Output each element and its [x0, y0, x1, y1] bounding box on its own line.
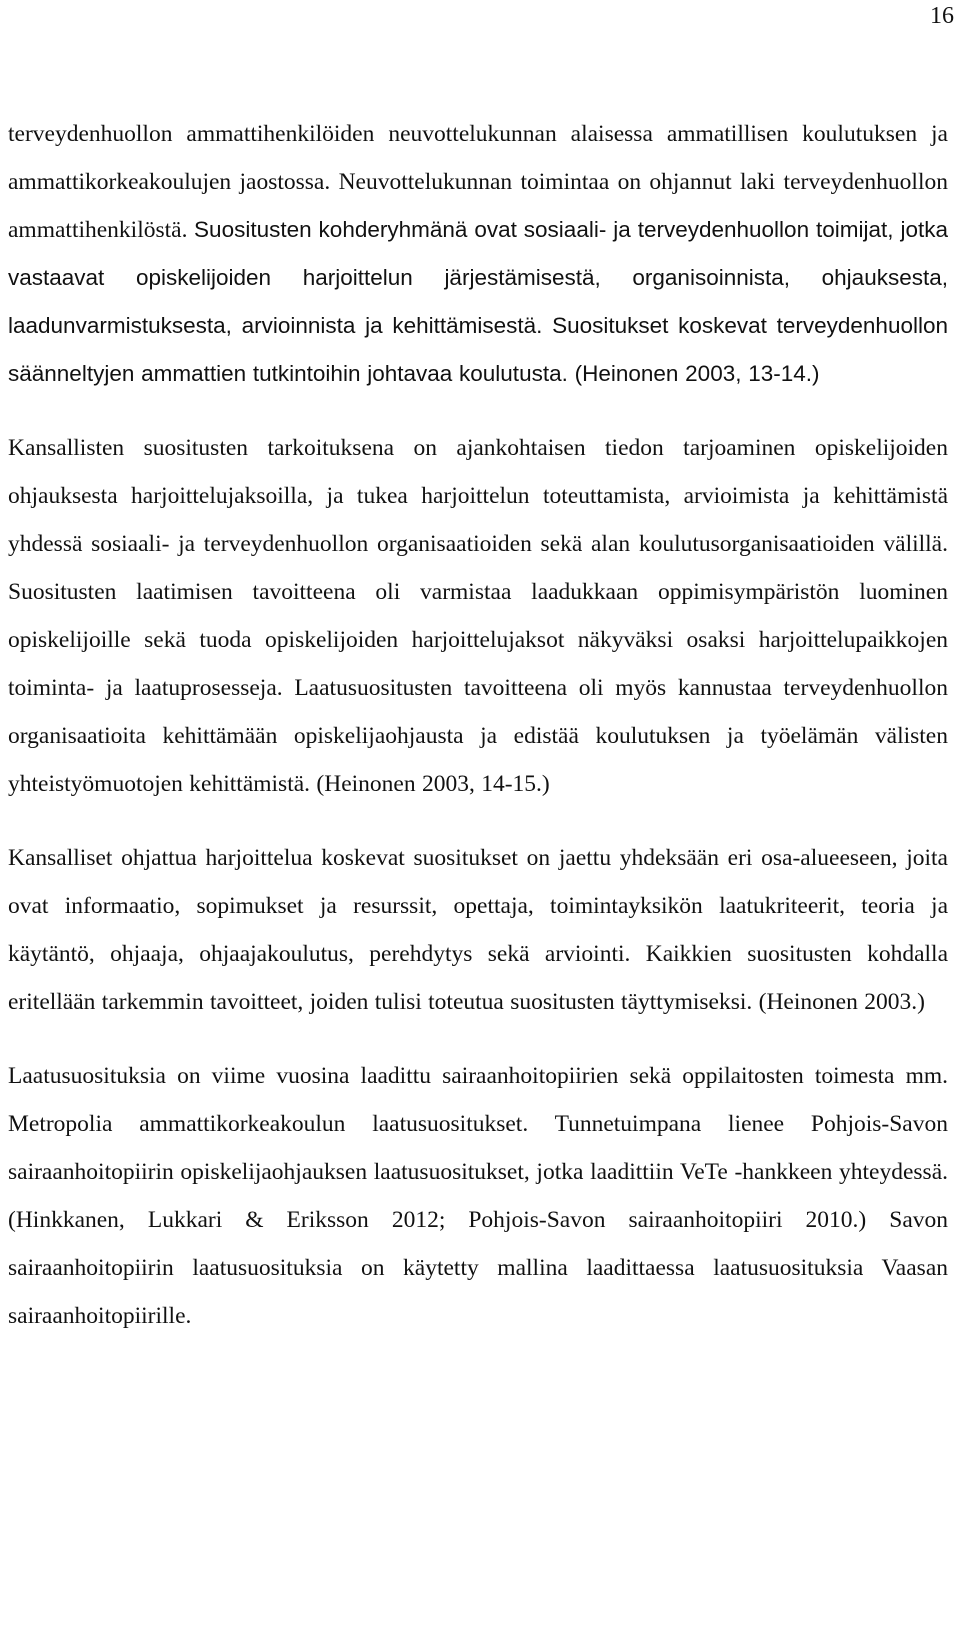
paragraph-4: Laatusuosituksia on viime vuosina laadittu sairaanhoitopiirien sekä oppilaitosten toimesta mm. Metropolia ammattikorkeakoulun laatusuositukset. Tunnetuimpana lienee Pohjois-Savon sairaanhoitopiirin opiskelijaohjauksen laatusuositukset, jotka laadittiin VeTe -hankkeen yhteydessä. (Hinkkanen, Lukkari & Eriksson 2012; Pohjois-Savon sairaanhoitopiiri 2010.) Savon sairaanhoitopiirin laatusuosituksia on käytetty mallina laadittaessa laatusuosituksia Vaasan sairaanhoitopiirille.: [8, 1063, 948, 1329]
paragraph-1-sans-text: Suositusten kohderyhmänä ovat sosiaali- ja terveydenhuollon toimijat, jotka vastaavat opiskelijoiden harjoittelun järjestämisestä, organisoinnista, ohjauksesta, laadunvarmistuksesta, arvioinnista ja kehittämisestä. Suositukset koskevat terveydenhuollon säänneltyjen ammattien tutkintoihin johtavaa koulutusta. (Heinonen 2003, 13-14.): [8, 217, 949, 386]
paragraph-1-serif-text: terveydenhuollon ammattihenkilöiden neuvottelukunnan alaisessa ammatillisen koulutuksen ja ammattikorkeakoulujen jaostossa. Neuvottelukunnan toimintaa on ohjannut laki terveydenhuollon ammattihenkilöstä.: [8, 121, 948, 243]
paragraph-3: Kansalliset ohjattua harjoittelua koskevat suositukset on jaettu yhdeksään eri osa-alueeseen, joita ovat informaatio, sopimukset ja resurssit, opettaja, toimintayksikön laatukriteerit, teoria ja käytäntö, ohjaaja, ohjaajakoulutus, perehdytys sekä arviointi. Kaikkien suositusten kohdalla eritellään tarkemmin tavoitteet, joiden tulisi toteutua suositusten täyttymiseksi. (Heinonen 2003.): [8, 845, 948, 1015]
paragraph-1: [8, 110, 948, 398]
page-number: 16: [930, 3, 954, 29]
paragraph-2: Kansallisten suositusten tarkoituksena on ajankohtaisen tiedon tarjoaminen opiskelijoiden ohjauksesta harjoittelujaksoilla, ja tukea harjoittelun toteuttamista, arvioimista ja kehittämistä yhdessä sosiaali- ja terveydenhuollon organisaatioiden sekä alan koulutusorganisaatioiden välillä. Suositusten laatimisen tavoitteena oli varmistaa laadukkaan oppimisympäristön luominen opiskelijoille sekä tuoda opiskelijoiden harjoittelujaksot näkyväksi osaksi harjoittelupaikkojen toiminta- ja laatuprosesseja. Laatusuositusten tavoitteena oli myös kannustaa terveydenhuollon organisaatioita kehittämään opiskelijaohjausta ja edistää koulutuksen ja työelämän välisten yhteistyömuotojen kehittämistä. (Heinonen 2003, 14-15.): [8, 435, 948, 797]
document-body: [8, 110, 948, 1340]
